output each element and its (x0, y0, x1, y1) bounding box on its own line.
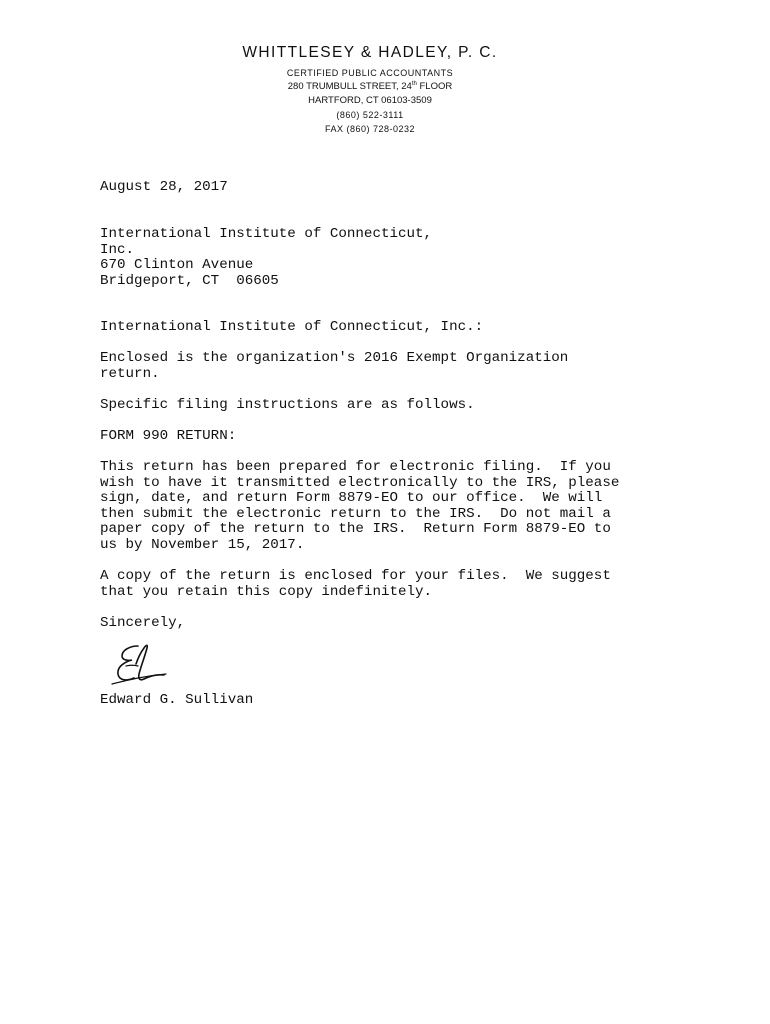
recipient-line-1: International Institute of Connecticut, (100, 226, 433, 242)
firm-street (0, 80, 740, 94)
firm-phone: (860) 522-3111 (336, 110, 404, 120)
recipient-line-4: Bridgeport, CT 06605 (100, 273, 279, 289)
firm-name: WHITTLESEY & HADLEY, P. C. (242, 44, 498, 61)
signer-name: Edward G. Sullivan (100, 692, 254, 708)
signature-drawing (108, 634, 172, 690)
salutation: International Institute of Connecticut, Inc.: (100, 319, 484, 335)
paragraph-1-line-1: Enclosed is the organization's 2016 Exempt Organization (100, 350, 569, 366)
paragraph-3-line-5: paper copy of the return to the IRS. Return Form 8879-EO to (100, 521, 611, 537)
paragraph-3-line-3: sign, date, and return Form 8879-EO to our office. We will (100, 490, 603, 506)
paragraph-3-line-4: then submit the electronic return to the IRS. Do not mail a (100, 506, 611, 522)
paragraph-1-line-2: return. (100, 366, 160, 382)
paragraph-2: Specific filing instructions are as follows. (100, 397, 475, 413)
paragraph-4-line-2: that you retain this copy indefinitely. (100, 584, 433, 600)
firm-subtitle: CERTIFIED PUBLIC ACCOUNTANTS (286, 68, 454, 78)
paragraph-3-line-6: us by November 15, 2017. (100, 537, 305, 553)
handwritten-signature (108, 634, 172, 690)
recipient-line-3: 670 Clinton Avenue (100, 257, 254, 273)
firm-city: HARTFORD, CT 06103-3509 (308, 95, 432, 106)
letterhead (0, 44, 740, 136)
firm-street-floor: FLOOR (416, 81, 453, 92)
firm-street-ordinal: th (411, 81, 417, 87)
closing: Sincerely, (100, 615, 186, 631)
paragraph-4-line-1: A copy of the return is enclosed for your files. We suggest (100, 568, 611, 584)
form-heading: FORM 990 RETURN: (100, 428, 237, 444)
paragraph-3-line-2: wish to have it transmitted electronically to the IRS, please (100, 475, 620, 491)
recipient-line-2: Inc. (100, 242, 135, 258)
paragraph-3-line-1: This return has been prepared for electronic filing. If you (100, 459, 611, 475)
firm-street-main: 280 TRUMBULL STREET, 24 (287, 81, 412, 92)
letter-date: August 28, 2017 (100, 179, 228, 195)
firm-fax: FAX (860) 728-0232 (324, 124, 416, 134)
